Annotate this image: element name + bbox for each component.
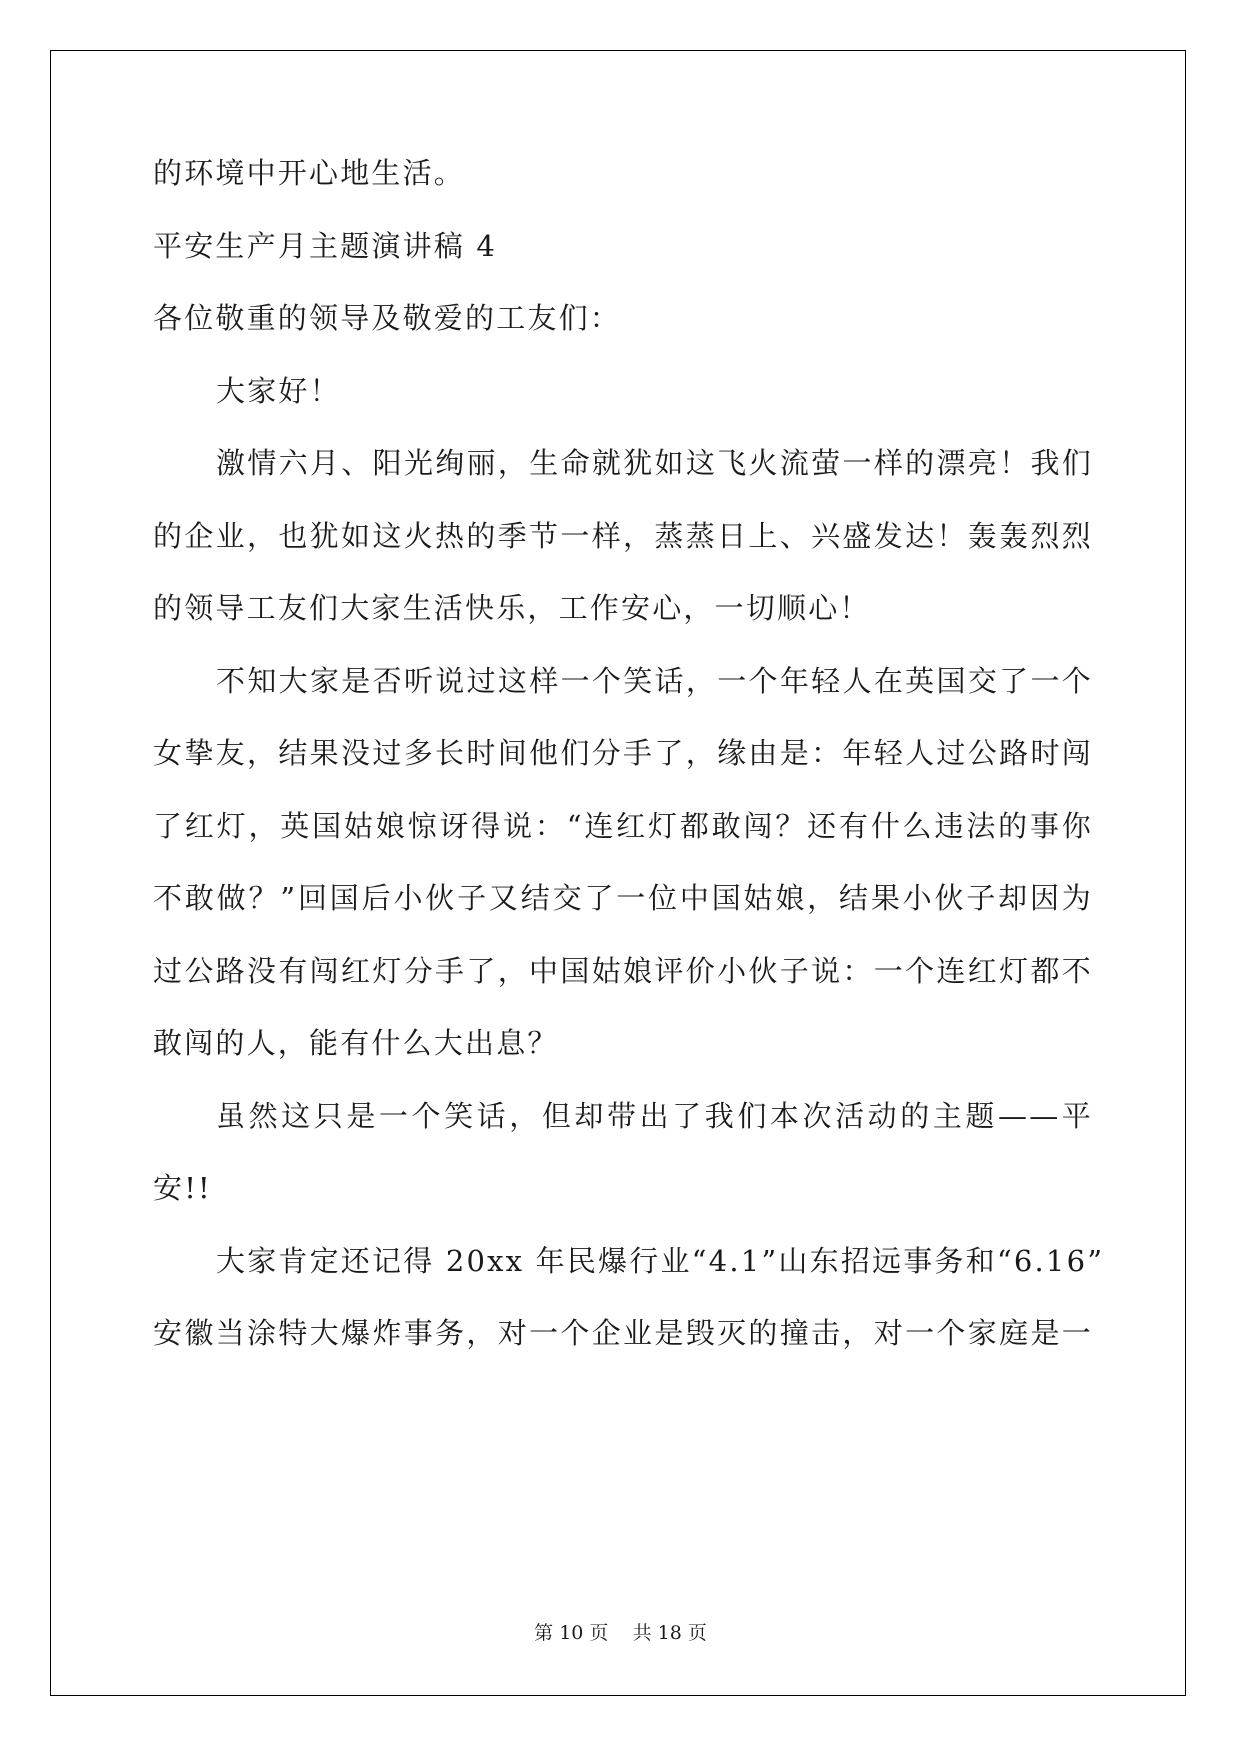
text-line: 虽然这只是一个笑话，但却带出了我们本次活动的主题——平 xyxy=(216,1099,1093,1133)
page-border xyxy=(50,50,1186,1696)
text-line: 的领导工友们大家生活快乐，工作安心，一切顺心！ xyxy=(153,591,871,625)
page-footer xyxy=(0,1618,1241,1645)
text-line: 过公路没有闯红灯分手了，中国姑娘评价小伙子说：一个连红灯都不 xyxy=(153,954,1093,988)
text-line: 不知大家是否听说过这样一个笑话，一个年轻人在英国交了一个 xyxy=(216,664,1093,698)
text-line: 不敢做？”回国后小伙子又结交了一位中国姑娘，结果小伙子却因为 xyxy=(153,881,1093,915)
text-line: 安徽当涂特大爆炸事务，对一个企业是毁灭的撞击，对一个家庭是一 xyxy=(153,1316,1093,1350)
text-line: 大家肯定还记得 20xx 年民爆行业“4.1”山东招远事务和“6.16” xyxy=(216,1244,1105,1278)
text-line: 的企业，也犹如这火热的季节一样，蒸蒸日上、兴盛发达！轰轰烈烈 xyxy=(153,519,1093,553)
text-line: 女挚友，结果没过多长时间他们分手了，缘由是：年轻人过公路时闯 xyxy=(153,736,1093,770)
text-line: 了红灯，英国姑娘惊讶得说：“连红灯都敢闯？还有什么违法的事你 xyxy=(153,809,1093,843)
section-title: 平安生产月主题演讲稿 4 xyxy=(153,229,498,263)
text-line: 敢闯的人，能有什么大出息？ xyxy=(153,1026,559,1060)
text-line: 安!! xyxy=(153,1171,212,1205)
salutation: 各位敬重的领导及敬爱的工友们： xyxy=(153,301,622,335)
greeting: 大家好！ xyxy=(216,374,341,408)
text-line: 激情六月、阳光绚丽，生命就犹如这飞火流萤一样的漂亮！我们 xyxy=(216,446,1093,480)
text-line: 的环境中开心地生活。 xyxy=(153,156,466,190)
page-number: 第 10 页 共 18 页 xyxy=(534,1622,707,1644)
